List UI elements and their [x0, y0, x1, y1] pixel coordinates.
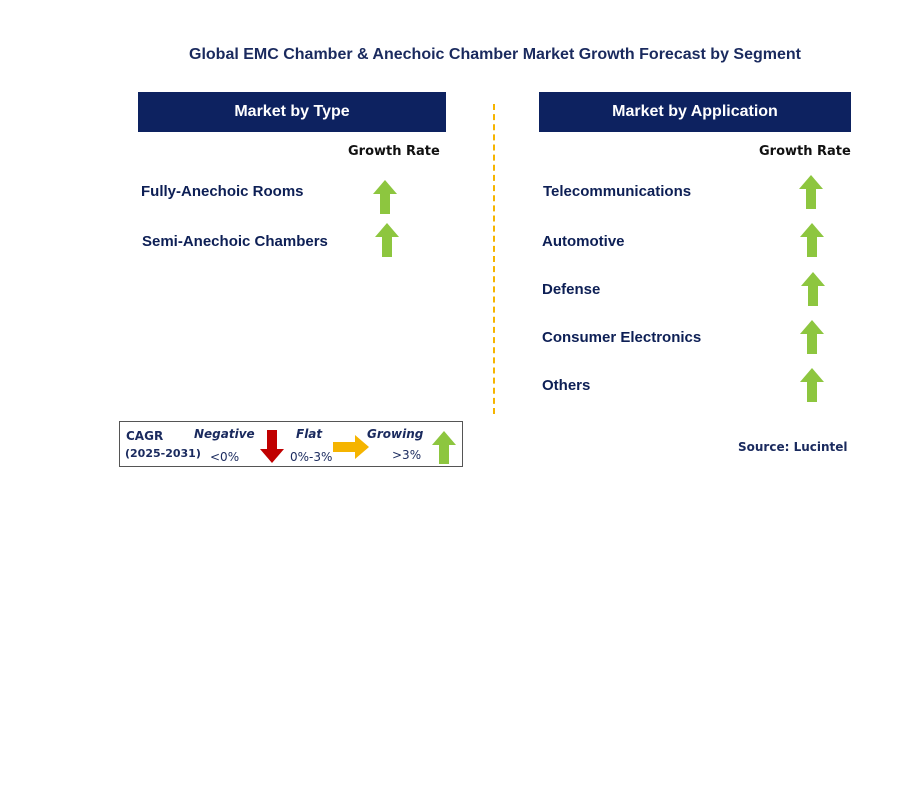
legend-period: (2025-2031)	[125, 447, 201, 460]
growth-arrow-icon	[373, 180, 397, 214]
legend-flat-label: Flat	[296, 427, 323, 441]
source-label: Source: Lucintel	[738, 440, 848, 454]
panel-divider	[493, 104, 495, 414]
growth-arrow-icon	[800, 223, 824, 257]
type-growth-rate-label: Growth Rate	[348, 144, 440, 159]
application-growth-rate-label: Growth Rate	[759, 144, 851, 159]
legend-negative-label: Negative	[194, 427, 255, 441]
growth-arrow-icon	[375, 223, 399, 257]
legend-negative-range: <0%	[210, 450, 240, 464]
negative-arrow-icon	[260, 430, 284, 463]
type-item-label: Fully-Anechoic Rooms	[141, 183, 304, 200]
growth-arrow-icon	[799, 175, 823, 209]
application-item-label: Automotive	[542, 233, 625, 250]
legend-cagr-label: CAGR	[126, 429, 164, 443]
application-item-label: Defense	[542, 281, 601, 298]
chart-title: Global EMC Chamber & Anechoic Chamber Market Growth Forecast by Segment	[189, 46, 801, 63]
flat-arrow-icon	[333, 435, 369, 459]
application-item-label: Telecommunications	[543, 183, 692, 200]
legend-growing-label: Growing	[367, 427, 424, 441]
legend-flat-range: 0%-3%	[290, 450, 333, 464]
growing-arrow-icon	[432, 431, 456, 464]
type-panel-header: Market by Type	[138, 92, 446, 132]
application-panel-header: Market by Application	[539, 92, 851, 132]
growth-arrow-icon	[801, 272, 825, 306]
application-item-label: Consumer Electronics	[542, 329, 702, 346]
application-item-label: Others	[542, 377, 591, 394]
growth-arrow-icon	[800, 320, 824, 354]
growth-arrow-icon	[800, 368, 824, 402]
type-item-label: Semi-Anechoic Chambers	[142, 233, 328, 250]
legend-growing-range: >3%	[392, 448, 422, 462]
